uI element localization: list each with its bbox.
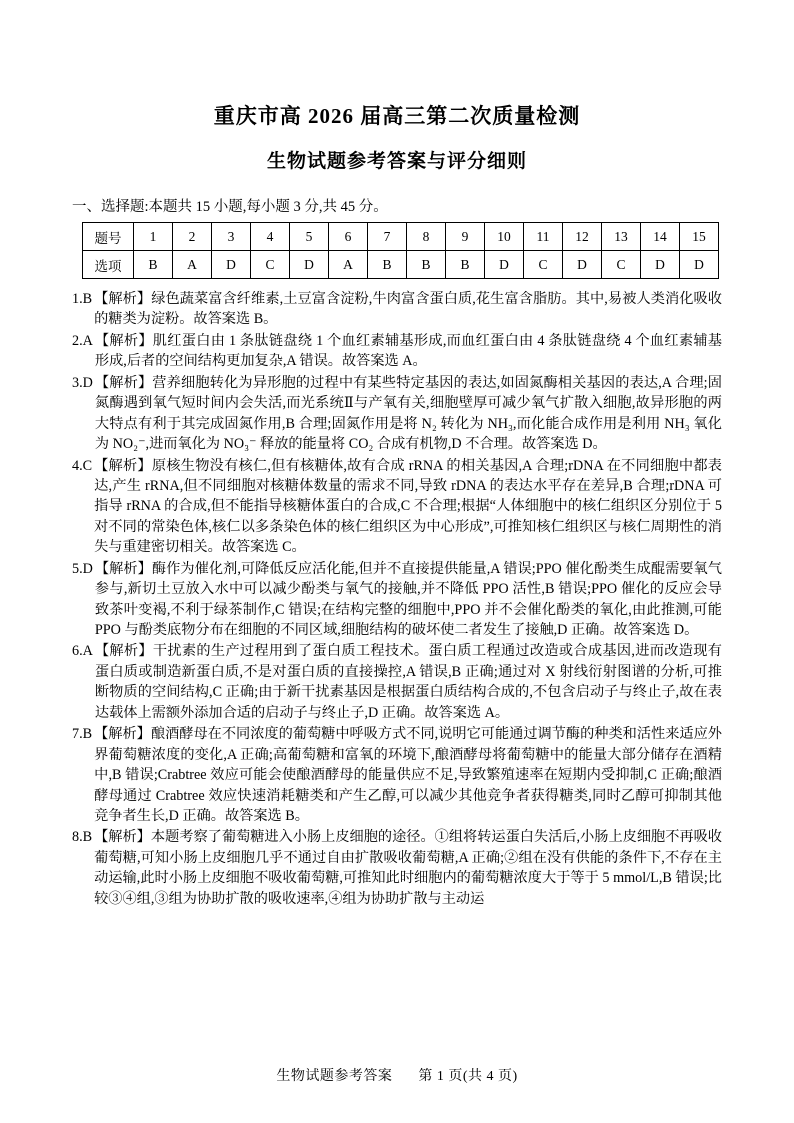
- table-cell-answer: A: [173, 251, 212, 279]
- table-cell-answer: D: [212, 251, 251, 279]
- explanation-text: 肌红蛋白由 1 条肽链盘绕 1 个血红素辅基形成,而血红蛋白由 4 条肽链盘绕 4 个血红素辅基形成,后者的空间结构更加复杂,A 错误。故答案选 A。: [94, 332, 722, 370]
- explanation-item: [72, 373, 722, 455]
- explanation-number: 4.C: [72, 457, 93, 474]
- table-cell-answer: D: [290, 251, 329, 279]
- explanation-item: [72, 456, 722, 558]
- explanation-body: [94, 456, 722, 558]
- table-cell-answer: B: [368, 251, 407, 279]
- explanation-body: [94, 289, 722, 330]
- explanation-item: [72, 331, 722, 372]
- table-cell-number: 8: [407, 223, 446, 251]
- table-cell-answer: D: [563, 251, 602, 279]
- explanation-body: [95, 331, 722, 372]
- explanation-text: 原核生物没有核仁,但有核糖体,故有合成 rRNA 的相关基因,A 合理;rDNA 在不同细胞中都表达,产生 rRNA,但不同细胞对核糖体数量的需求不同,导致 rDNA 的表达水平存在差异,B 合理;rDNA 可指导 rRNA 的合成,但不能指导核糖体蛋白的合成,C 不合理;根据“人体细胞中的核仁组织区分别位于 5 对不同的常染色体,核仁以多条染色体的核仁组织区为中心形成”,可推知核仁组织区与核仁周期性的消失与重建密切相关。故答案选 C。: [94, 457, 722, 556]
- footer-left-label: 生物试题参考答案: [276, 1069, 393, 1084]
- table-cell-answer: C: [602, 251, 641, 279]
- table-cell-number: 10: [485, 223, 524, 251]
- explanation-tag: 【解析】: [94, 829, 151, 846]
- table-cell-number: 7: [368, 223, 407, 251]
- explanation-tag: 【解析】: [94, 332, 153, 349]
- table-cell-answer: B: [446, 251, 485, 279]
- explanation-text: 绿色蔬菜富含纤维素,土豆富含淀粉,牛肉富含蛋白质,花生富含脂肪。其中,易被人类消化吸收的糖类为淀粉。故答案选 B。: [94, 291, 722, 328]
- table-cell-number: 5: [290, 223, 329, 251]
- explanation-tag: 【解析】: [94, 560, 152, 577]
- table-cell-number: 11: [524, 223, 563, 251]
- explanation-number: 3.D: [72, 374, 93, 391]
- table-cell-answer: C: [251, 251, 290, 279]
- answer-table: [82, 222, 719, 279]
- explanation-number: 6.A: [72, 643, 93, 660]
- explanation-text: 酿酒酵母在不同浓度的葡萄糖中呼吸方式不同,说明它可能通过调节酶的种类和活性来适应外界葡萄糖浓度的变化,A 正确;高葡萄糖和富氧的环境下,酿酒酵母将葡萄糖中的能量大部分储存在酒精中,B 错误;Crabtree 效应可能会使酿酒酵母的能量供应不足,导致繁殖速率在短期内受抑制,C 正确;酿酒酵母通过 Crabtree 效应快速消耗糖类和产生乙醇,可以减少其他竞争者获得糖类,同时乙醇可抑制其他竞争者生长,D 正确。故答案选 B。: [94, 726, 722, 824]
- explanation-body: [95, 641, 722, 723]
- table-cell-answer: D: [485, 251, 524, 279]
- explanation-list: [72, 289, 722, 909]
- explanation-number: 2.A: [72, 332, 93, 349]
- explanation-body: [94, 827, 722, 909]
- explanation-tag: 【解析】: [94, 726, 151, 743]
- explanation-number: 1.B: [72, 291, 93, 307]
- explanation-text: 酶作为催化剂,可降低反应活化能,但并不直接提供能量,A 错误;PPO 催化酚类生成醌需要氧气参与,新切土豆放入水中可以减少酚类与氧气的接触,并不降低 PPO 活性,B 错误;PPO 催化的反应会导致茶叶变褐,不利于绿茶制作,C 错误;在结构完整的细胞中,PPO 并不会催化酚类的氧化,由此推测,可能 PPO 与酚类底物分布在细胞的不同区域,细胞结构的破坏使二者发生了接触,D 正确。故答案选 D。: [94, 560, 722, 638]
- table-cell-answer: B: [407, 251, 446, 279]
- table-header-answer: 选项: [83, 251, 134, 279]
- table-cell-answer: D: [680, 251, 719, 279]
- table-cell-number: 13: [602, 223, 641, 251]
- table-cell-number: 4: [251, 223, 290, 251]
- table-row-answers: [83, 251, 719, 279]
- explanation-tag: 【解析】: [94, 374, 153, 391]
- explanation-tag: 【解析】: [94, 643, 153, 660]
- explanation-item: [72, 724, 722, 826]
- table-cell-number: 2: [173, 223, 212, 251]
- explanation-body: [94, 724, 722, 826]
- table-header-number: 题号: [83, 223, 134, 251]
- explanation-item: [72, 559, 722, 641]
- explanation-text: 营养细胞转化为异形胞的过程中有某些特定基因的表达,如固氮酶相关基因的表达,A 合理;固氮酶遇到氧气短时间内会失活,而光系统Ⅱ与产氧有关,细胞壁厚可减少氧气扩散入细胞,故异形胞的两大特点有利于其完成固氮作用,B 合理;固氮作用是将 N₂ 转化为 NH₃,而化能合成作用是利用 NH₃ 氧化为 NO₂⁻,进而氧化为 NO₃⁻ 释放的能量将 CO₂ 合成有机物,D 不合理。故答案选 D。: [94, 374, 722, 453]
- explanation-tag: 【解析】: [94, 457, 152, 474]
- explanation-item: [72, 641, 722, 723]
- table-row-numbers: [83, 223, 719, 251]
- page-title-sub: 生物试题参考答案与评分细则: [266, 151, 527, 172]
- table-cell-number: 1: [134, 223, 173, 251]
- table-cell-number: 3: [212, 223, 251, 251]
- table-cell-number: 15: [680, 223, 719, 251]
- explanation-body: [95, 559, 722, 641]
- page-content: [72, 195, 722, 909]
- explanation-item: [72, 827, 722, 909]
- table-cell-answer: D: [641, 251, 680, 279]
- explanation-tag: 【解析】: [94, 291, 152, 307]
- table-cell-number: 9: [446, 223, 485, 251]
- table-cell-number: 12: [563, 223, 602, 251]
- explanation-number: 8.B: [72, 829, 93, 846]
- explanation-number: 5.D: [72, 560, 93, 577]
- table-cell-answer: C: [524, 251, 563, 279]
- explanation-text: 干扰素的生产过程用到了蛋白质工程技术。蛋白质工程通过改造或合成基因,进而改造现有蛋白质或制造新蛋白质,不是对蛋白质的直接操控,A 错误,B 正确;通过对 X 射线衍射图谱的分析,可推断物质的空间结构,C 正确;由于新干扰素基因是根据蛋白质结构合成的,不包含启动子与终止子,故在表达载体上需额外添加合适的启动子与终止子,D 正确。故答案选 A。: [94, 643, 722, 721]
- page-footer: [0, 1065, 794, 1085]
- table-cell-number: 14: [641, 223, 680, 251]
- section-heading: 一、选择题:本题共 15 小题,每小题 3 分,共 45 分。: [72, 199, 388, 215]
- explanation-item: [72, 289, 722, 330]
- page-title-main: 重庆市高 2026 届高三第二次质量检测: [213, 104, 581, 128]
- explanation-number: 7.B: [72, 726, 93, 743]
- table-cell-answer: B: [134, 251, 173, 279]
- table-cell-number: 6: [329, 223, 368, 251]
- explanation-text: 本题考察了葡萄糖进入小肠上皮细胞的途径。①组将转运蛋白失活后,小肠上皮细胞不再吸收葡萄糖,可知小肠上皮细胞几乎不通过自由扩散吸收葡萄糖,A 正确;②组在没有供能的条件下,不存在主动运输,此时小肠上皮细胞不吸收葡萄糖,可推知此时细胞内的葡萄糖浓度大于等于 5 mmol/L,B 错误;比较③④组,③组为协助扩散的吸收速率,④组为协助扩散与主动运: [94, 829, 722, 907]
- table-cell-answer: A: [329, 251, 368, 279]
- footer-page-number: 第 1 页(共 4 页): [418, 1069, 518, 1084]
- explanation-body: [95, 373, 722, 455]
